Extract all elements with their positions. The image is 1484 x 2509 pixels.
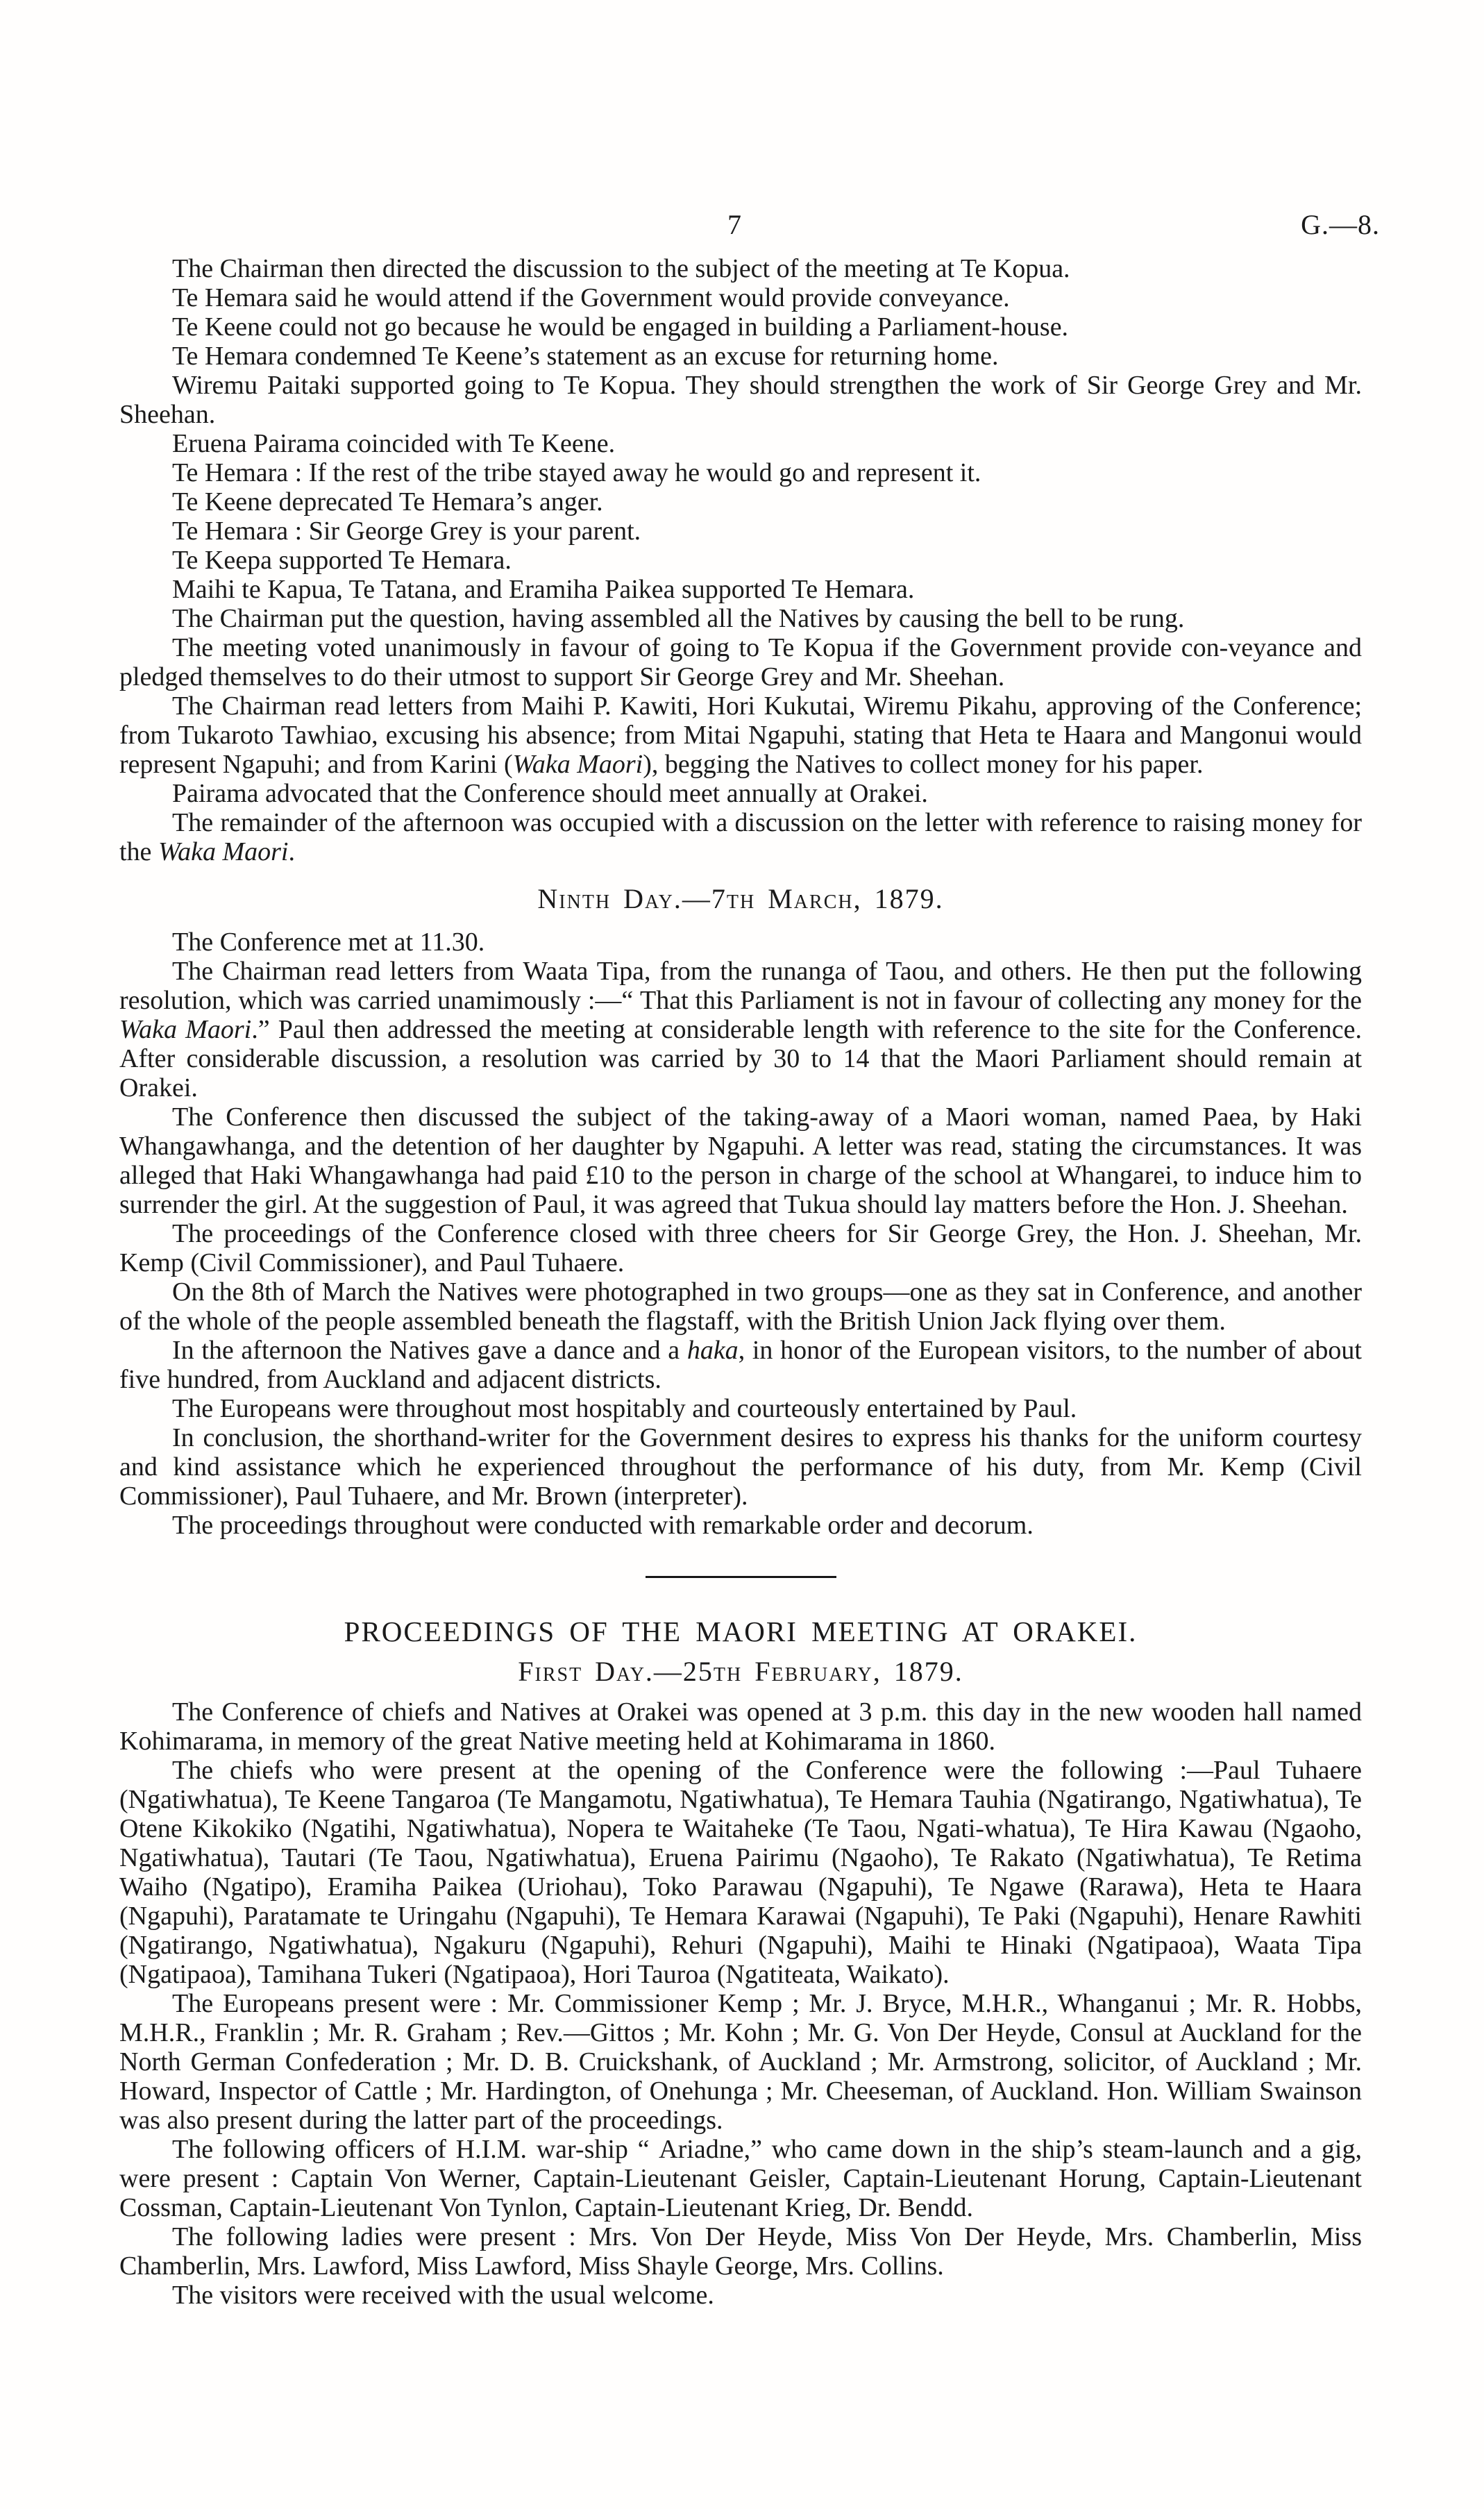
paragraph: The visitors were received with the usual welcome. (172, 2281, 714, 2310)
paragraph: In conclusion, the shorthand-writer for the Government desires to express his thanks for the uniform courtesy and kind assistance which he experienced throughout the performance of his duty, from Mr. Kemp (Civil Commissioner), Paul Tuhaere, and Mr. Brown (interpreter). (119, 1423, 1362, 1511)
doc-code: G.—8. (1301, 209, 1380, 240)
paragraph: Te Keepa supported Te Hemara. (172, 546, 512, 575)
paragraph: The Chairman read letters from Maihi P. Kawiti, Hori Kukutai, Wiremu Pikahu, approving of the Conference; from Tukaroto Tawhiao, excusing his absence; from Mitai Ngapuhi, stating that Heta te Haara and Mangonui would represent Ngapuhi; and from Karini (Waka Maori), begging the Natives to collect money for his paper. (119, 691, 1362, 779)
paragraph: The Conference then discussed the subject of the taking-away of a Maori woman, named Paea, by Haki Whangawhanga, and the detention of her daughter by Ngapuhi. A letter was read, stating the circumstances. It was alleged that Haki Whangawhanga had paid £10 to the person in charge of the school at Whangarei, to induce him to surrender the girl. At the suggestion of Paul, it was agreed that Tukua should lay matters before the Hon. J. Sheehan. (119, 1102, 1362, 1219)
paragraph: The Chairman then directed the discussion to the subject of the meeting at Te Kopua. (172, 254, 1070, 283)
paragraph: The chiefs who were present at the opening of the Conference were the following :—Paul Tuhaere (Ngatiwhatua), Te Keene Tangaroa (Te Mangamotu, Ngatiwhatua), Te Hemara Tauhia (Ngatirango, Ngatiwhatua), Te Otene Kikokiko (Ngatihi, Ngatiwhatua), Nopera te Waitaheke (Te Taou, Ngati-whatua), Te Hira Kawau (Ngaoho, Ngatiwhatua), Tautari (Te Taou, Ngatiwhatua), Eruena Pairimu (Ngaoho), Te Rakato (Ngatiwhatua), Te Retima Waiho (Ngatipo), Eramiha Paikea (Uriohau), Toko Parawau (Ngapuhi), Te Ngawe (Rarawa), Heta te Haara (Ngapuhi), Paratamate te Uringahu (Ngapuhi), Te Hemara Karawai (Ngapuhi), Te Paki (Ngapuhi), Henare Rawhiti (Ngatirango, Ngatiwhatua), Ngakuru (Ngapuhi), Rehuri (Ngapuhi), Maihi te Hinaki (Ngatipaoa), Waata Tipa (Ngatipaoa), Tamihana Tukeri (Ngatipaoa), Hori Tauroa (Ngatiteata, Waikato). (119, 1756, 1362, 1989)
heading-proceedings: PROCEEDINGS OF THE MAORI MEETING AT ORAKEI. (344, 1616, 1138, 1647)
paragraph: The remainder of the afternoon was occupied with a discussion on the letter with reference to raising money for the Waka Maori. (119, 808, 1362, 866)
paragraph: The following ladies were present : Mrs. Von Der Heyde, Miss Von Der Heyde, Mrs. Chamberlin, Miss Chamberlin, Mrs. Lawford, Miss Lawford, Miss Shayle George, Mrs. Collins. (119, 2222, 1362, 2281)
paragraph: Te Hemara : Sir George Grey is your parent. (172, 517, 641, 546)
section-divider-rule (646, 1576, 836, 1578)
section-first-day (119, 1697, 1362, 2310)
paragraph: Te Keene deprecated Te Hemara’s anger. (172, 487, 603, 517)
paragraph: Te Hemara : If the rest of the tribe stayed away he would go and represent it. (172, 458, 981, 487)
heading-ninth-day: Ninth Day.—7th March, 1879. (537, 883, 944, 914)
section-eighth-day-continued (119, 254, 1362, 866)
paragraph: The following officers of H.I.M. war-ship “ Ariadne,” who came down in the ship’s steam-launch and a gig, were present : Captain Von Werner, Captain-Lieutenant Geisler, Captain-Lieutenant Horung, Captain-Lieutenant Cossman, Captain-Lieutenant Von Tynlon, Captain-Lieutenant Krieg, Dr. Bendd. (119, 2135, 1362, 2222)
paragraph: The Conference of chiefs and Natives at Orakei was opened at 3 p.m. this day in the new wooden hall named Kohimarama, in memory of the great Native meeting held at Kohimarama in 1860. (119, 1697, 1362, 1756)
page-number: 7 (727, 209, 741, 240)
paragraph: On the 8th of March the Natives were photographed in two groups—one as they sat in Conference, and another of the whole of the people assembled beneath the flagstaff, with the British Union Jack flying over them. (119, 1277, 1362, 1336)
paragraph: The Chairman read letters from Waata Tipa, from the runanga of Taou, and others. He then put the following resolution, which was carried unamimously :—“ That this Parliament is not in favour of collecting any money for the Waka Maori.” Paul then addressed the meeting at considerable length with reference to the site for the Conference. After considerable discussion, a resolution was carried by 30 to 14 that the Maori Parliament should remain at Orakei. (119, 957, 1362, 1102)
paragraph: Te Keene could not go because he would be engaged in building a Parliament-house. (172, 312, 1069, 342)
paragraph: The proceedings of the Conference closed with three cheers for Sir George Grey, the Hon. J. Sheehan, Mr. Kemp (Civil Commissioner), and Paul Tuhaere. (119, 1219, 1362, 1277)
paragraph: Pairama advocated that the Conference should meet annually at Orakei. (172, 779, 928, 808)
paragraph: In the afternoon the Natives gave a dance and a haka, in honor of the European visitors, to the number of about five hundred, from Auckland and adjacent districts. (119, 1336, 1362, 1394)
paragraph: The Chairman put the question, having assembled all the Natives by causing the bell to be rung. (172, 604, 1185, 633)
paragraph: The proceedings throughout were conducted with remarkable order and decorum. (172, 1511, 1034, 1540)
paragraph: The Europeans were throughout most hospitably and courteously entertained by Paul. (172, 1394, 1077, 1423)
heading-first-day: First Day.—25th February, 1879. (518, 1656, 963, 1687)
text-column (119, 254, 1362, 2310)
paragraph: Maihi te Kapua, Te Tatana, and Eramiha Paikea supported Te Hemara. (172, 575, 915, 604)
section-ninth-day (119, 928, 1362, 1540)
paragraph: Te Hemara condemned Te Keene’s statement as an excuse for returning home. (172, 342, 999, 371)
paragraph: The Conference met at 11.30. (172, 928, 485, 957)
paragraph: Te Hemara said he would attend if the Government would provide conveyance. (172, 283, 1010, 312)
paragraph: Eruena Pairama coincided with Te Keene. (172, 429, 616, 458)
paragraph: The meeting voted unanimously in favour of going to Te Kopua if the Government provide con-veyance and pledged themselves to do their utmost to support Sir George Grey and Mr. Sheehan. (119, 633, 1362, 691)
paragraph: The Europeans present were : Mr. Commissioner Kemp ; Mr. J. Bryce, M.H.R., Whanganui ; Mr. R. Hobbs, M.H.R., Franklin ; Mr. R. Graham ; Rev.—Gittos ; Mr. Kohn ; Mr. G. Von Der Heyde, Consul at Auckland for the North German Confederation ; Mr. D. B. Cruickshank, of Auckland ; Mr. Armstrong, solicitor, of Auckland ; Mr. Howard, Inspector of Cattle ; Mr. Hardington, of Onehunga ; Mr. Cheeseman, of Auckland. Hon. William Swainson was also present during the latter part of the proceedings. (119, 1989, 1362, 2135)
paragraph: Wiremu Paitaki supported going to Te Kopua. They should strengthen the work of Sir George Grey and Mr. Sheehan. (119, 371, 1362, 429)
page-header (0, 208, 1484, 244)
